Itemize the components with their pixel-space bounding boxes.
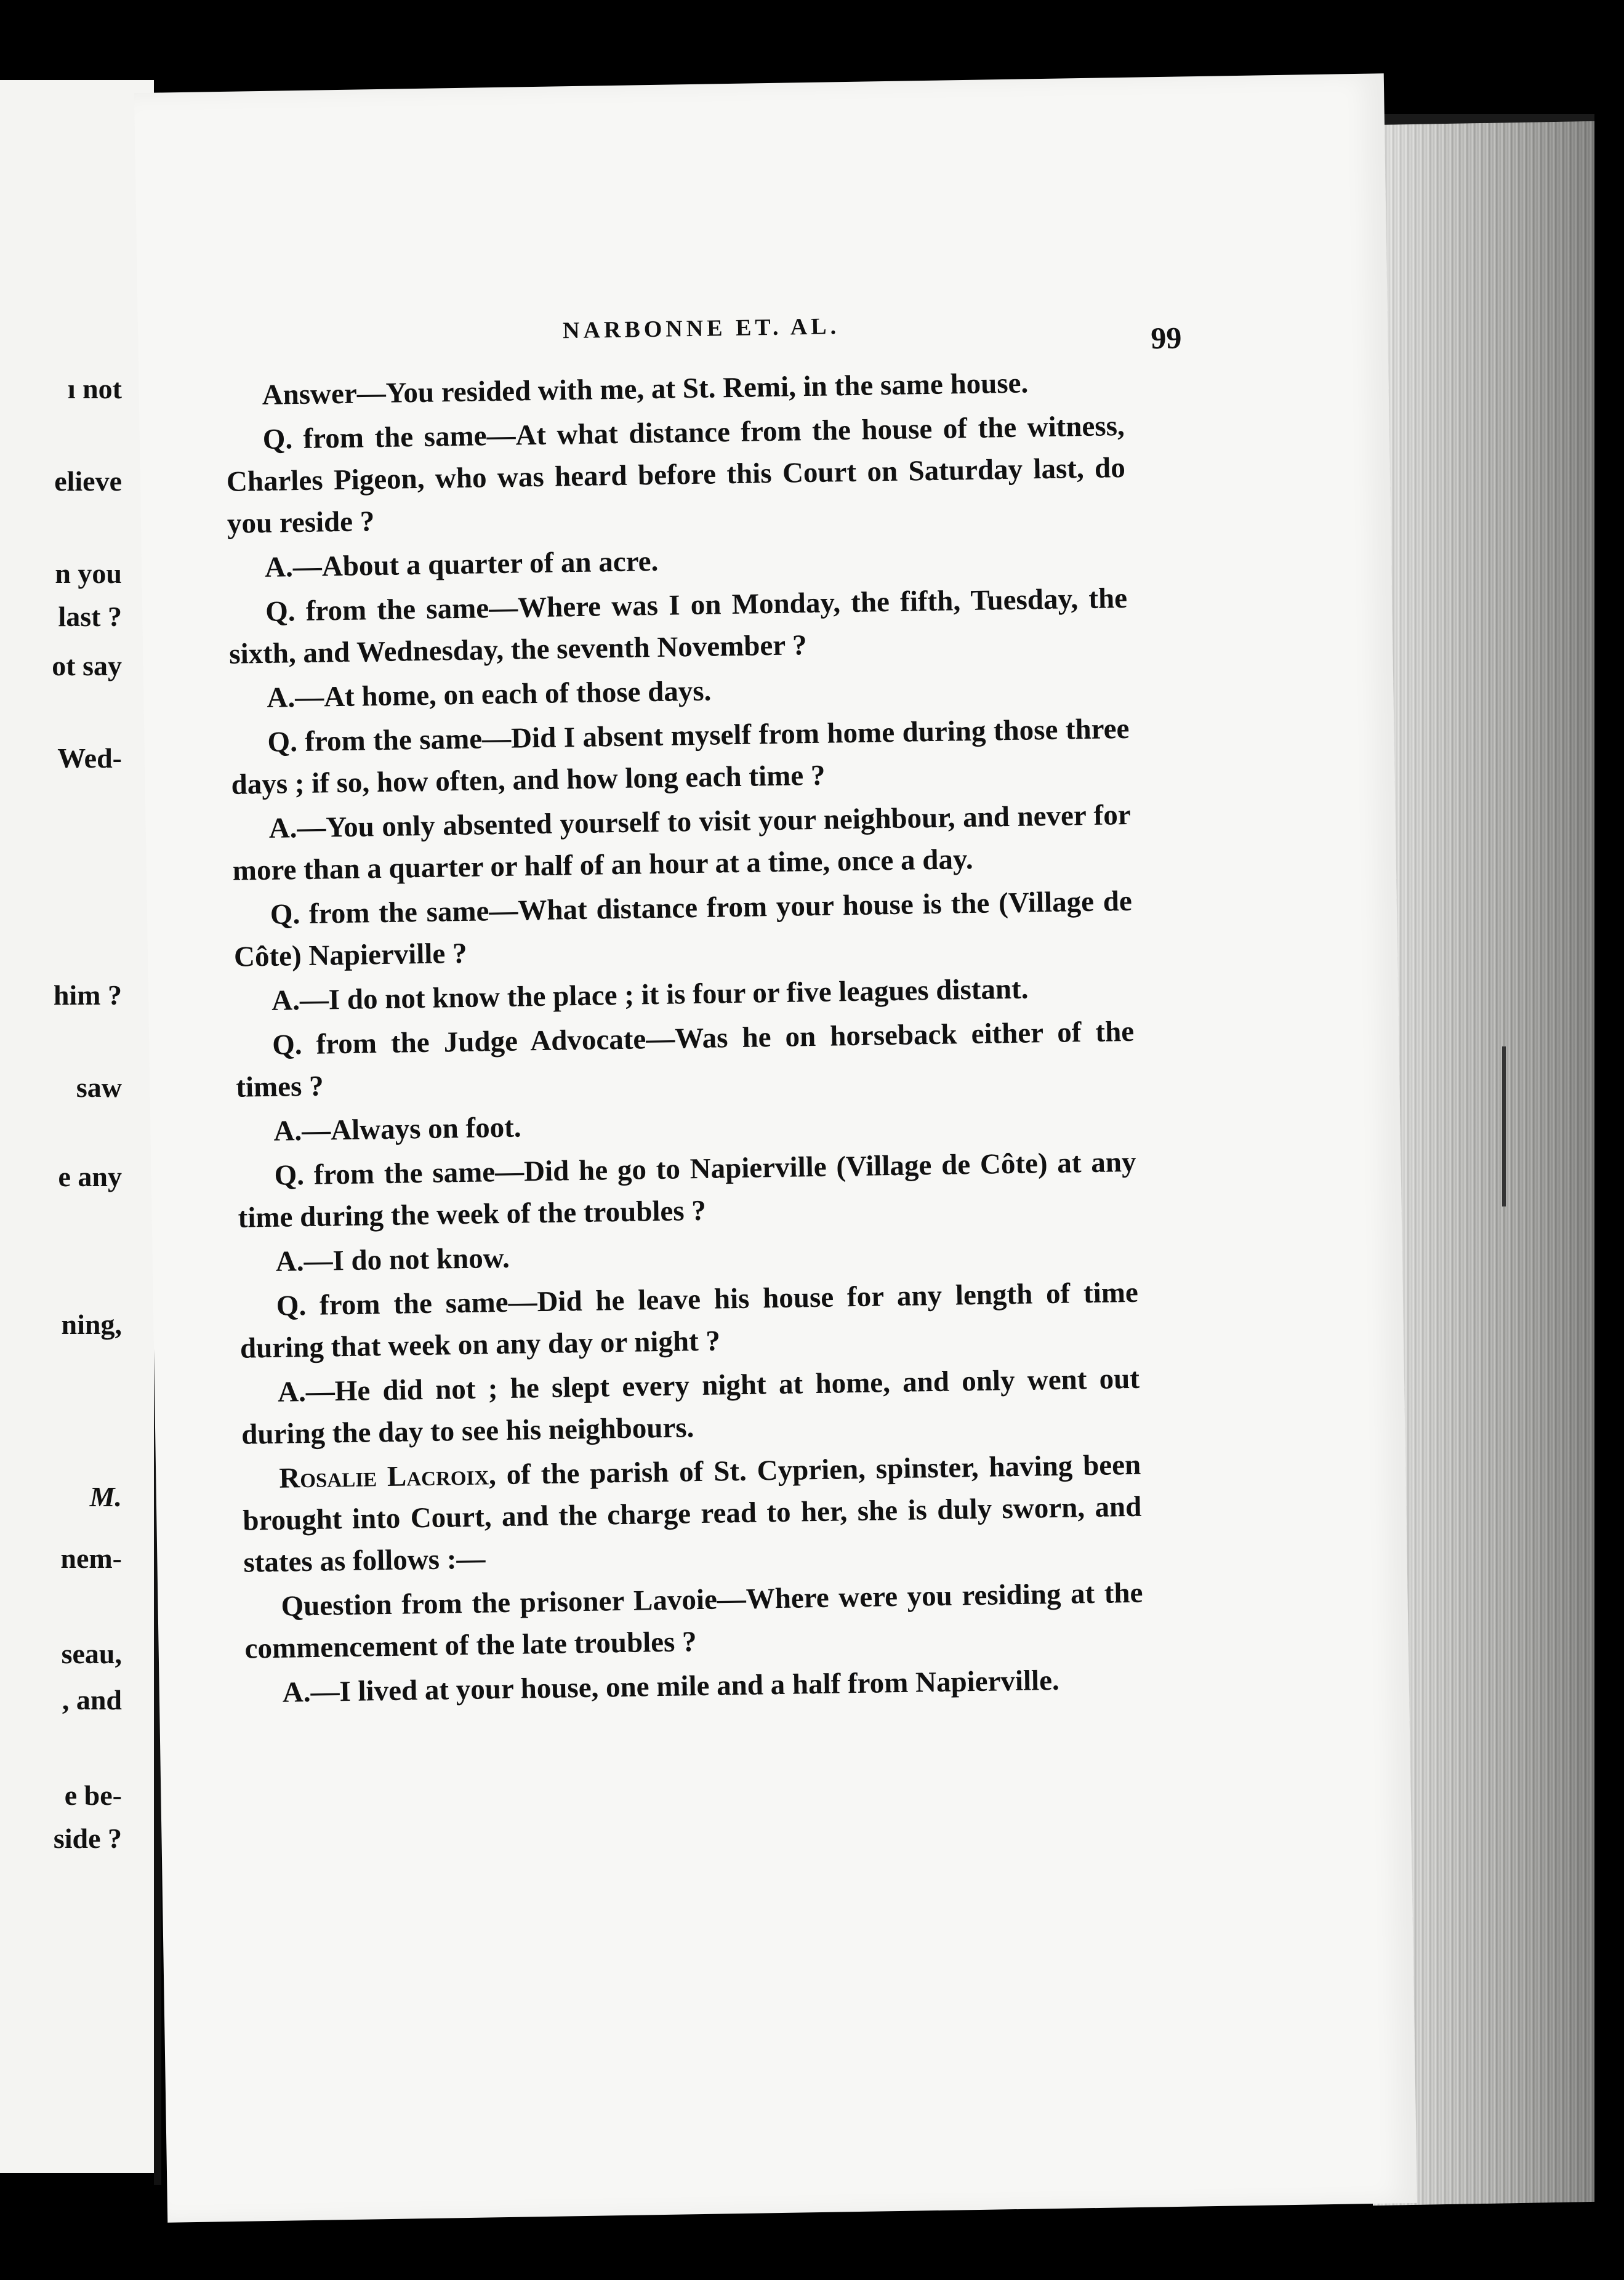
- left-fragment-line: ning,: [61, 1309, 122, 1340]
- paragraph: Q. from the same—Did he go to Napierville (Village de Côte) at any time during the week of the troubles ?: [238, 1146, 1136, 1234]
- left-fragment-line: e be-: [64, 1780, 122, 1811]
- left-fragment-line: elieve: [54, 465, 122, 497]
- left-fragment-line: ı not: [67, 373, 122, 404]
- left-fragment-line: last ?: [58, 601, 122, 632]
- witness-name: Rosalie Lacroix: [278, 1459, 489, 1495]
- paragraph: A.—I lived at your house, one mile and a half from Napierville.: [282, 1664, 1060, 1709]
- paragraph: A.—Always on foot.: [273, 1111, 521, 1147]
- page-number: 99: [1150, 320, 1182, 356]
- paragraph: Q. from the same—At what distance from the house of the witness, Charles Pigeon, who was heard before this Court on Saturday last, do you reside ?: [226, 409, 1126, 540]
- paragraph: Q. from the same—What distance from your house is the (Village de Côte) Napierville ?: [233, 885, 1133, 973]
- left-fragment-line: e any: [58, 1161, 122, 1192]
- left-fragment-line: him ?: [53, 979, 122, 1011]
- witness-paragraph: [242, 1444, 1143, 1584]
- paragraph: Q. from the same—Did he leave his house for any length of time during that week on any day or night ?: [239, 1276, 1139, 1365]
- page-edges-mark: [1502, 1046, 1506, 1206]
- left-fragment-line: Wed-: [57, 742, 122, 774]
- left-fragment-line: seau,: [61, 1638, 122, 1669]
- page-body: [225, 361, 1144, 1717]
- paragraph: Answer—You resided with me, at St. Remi, in the same house.: [262, 367, 1029, 411]
- running-head: NARBONNE ET. AL.: [562, 313, 840, 344]
- paragraph: A.—I do not know.: [275, 1242, 510, 1278]
- paragraph: A.—You only absented yourself to visit your neighbour, and never for more than a quarter or half of an hour at a time, once a day.: [232, 798, 1131, 887]
- book-page: [134, 73, 1417, 2222]
- paragraph: A.—At home, on each of those days.: [267, 675, 712, 714]
- witness-intro: , of the parish of St. Cyprien, spinster, having been brought into Court, and the charge read to her, she is duly sworn, and states as follows :—: [242, 1448, 1142, 1579]
- left-fragment-line: n you: [55, 558, 122, 589]
- paragraph: Q. from the same—Did I absent myself from home during those three days ; if so, how often, and how long each time ?: [231, 712, 1130, 801]
- paragraph: A.—I do not know the place ; it is four or five leagues distant.: [271, 973, 1029, 1017]
- left-fragment-line: saw: [76, 1072, 122, 1103]
- paragraph: Question from the prisoner Lavoie—Where were you residing at the commencement of the late troubles ?: [244, 1576, 1143, 1665]
- left-fragment-line: , and: [62, 1684, 122, 1716]
- paragraph: A.—About a quarter of an acre.: [264, 545, 659, 584]
- left-fragment-line: M.: [89, 1481, 122, 1512]
- left-fragment-line: nem-: [60, 1543, 122, 1574]
- previous-page-fragment: [0, 80, 154, 2173]
- left-fragment-line: ot say: [52, 650, 122, 681]
- paragraph: Q. from the same—Where was I on Monday, the fifth, Tuesday, the sixth, and Wednesday, the seventh November ?: [228, 582, 1128, 670]
- paragraph: Q. from the Judge Advocate—Was he on horseback either of the times ?: [235, 1015, 1135, 1104]
- paragraph: A.—He did not ; he slept every night at home, and only went out during the day to see his neighbours.: [241, 1362, 1140, 1451]
- left-fragment-line: side ?: [53, 1823, 122, 1854]
